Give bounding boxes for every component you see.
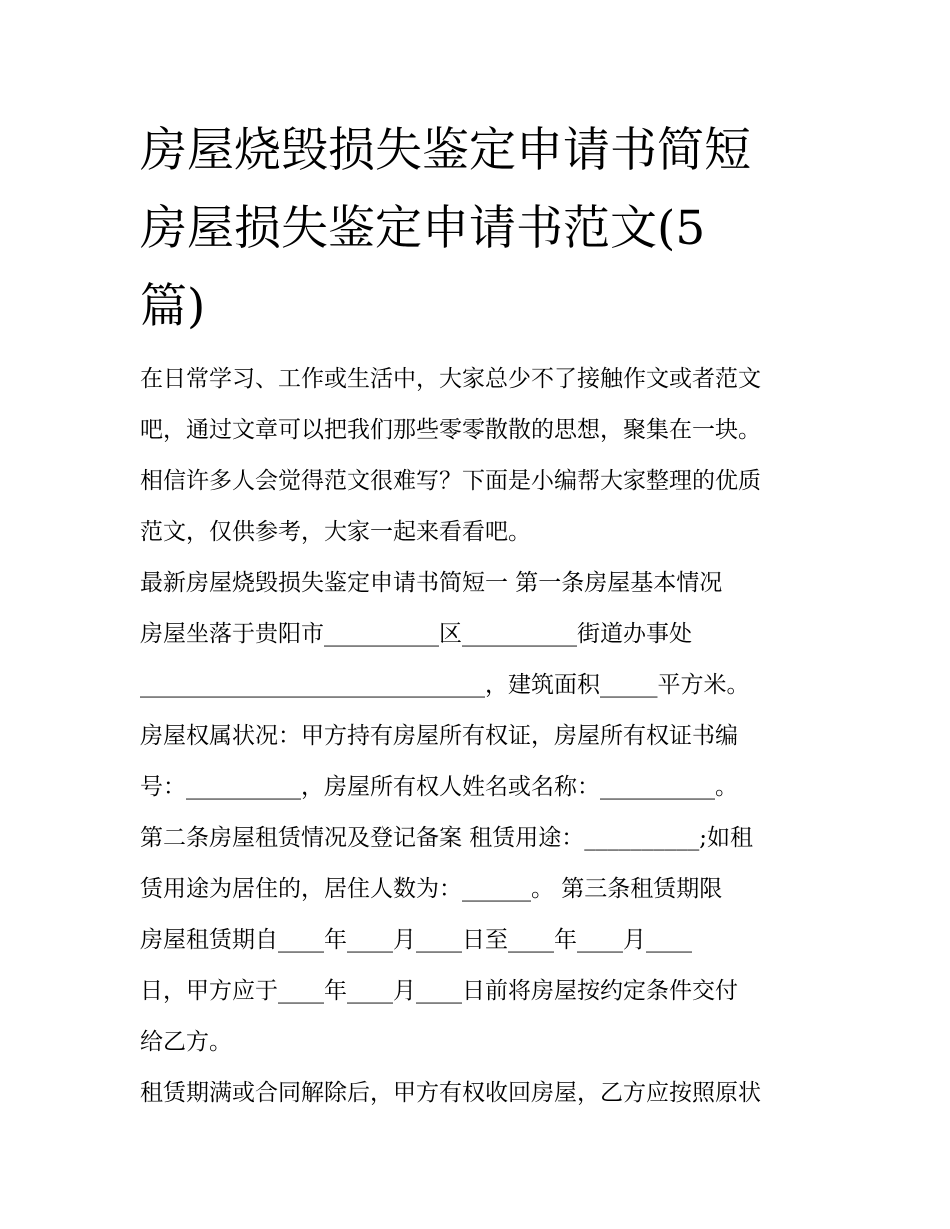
body-line: 范文，仅供参考，大家一起来看看吧。: [140, 519, 531, 545]
body-line: 第二条房屋租赁情况及登记备案 租赁用途：__________;如租: [140, 825, 754, 851]
body-line: 相信许多人会觉得范文很难写？下面是小编帮大家整理的优质: [140, 468, 761, 494]
body-line: 房屋租赁期自____年____月____日至____年____月____: [140, 927, 692, 953]
body-line: 赁用途为居住的，居住人数为：______。 第三条租赁期限: [140, 876, 723, 902]
body-line: 吧，通过文章可以把我们那些零零散散的思想，聚集在一块。: [140, 417, 761, 443]
body-line: ______________________________，建筑面积_____平方米。: [140, 672, 750, 698]
body-line: 房屋权属状况：甲方持有房屋所有权证，房屋所有权证书编: [140, 723, 738, 749]
body-line: 日，甲方应于____年____月____日前将房屋按约定条件交付: [140, 978, 738, 1004]
title-line: 篇): [140, 279, 206, 334]
title-line: 房屋损失鉴定申请书范文(5: [140, 201, 706, 256]
body-line: 给乙方。: [140, 1029, 232, 1055]
body-line: 租赁期满或合同解除后，甲方有权收回房屋，乙方应按照原状: [140, 1080, 761, 1106]
body-line: 最新房屋烧毁损失鉴定申请书简短一 第一条房屋基本情况: [140, 570, 723, 596]
title-line: 房屋烧毁损失鉴定申请书简短: [140, 123, 751, 178]
body-line: 号：__________，房屋所有权人姓名或名称：__________。: [140, 774, 738, 800]
document-title: [140, 112, 820, 346]
body-line: 在日常学习、工作或生活中，大家总少不了接触作文或者范文: [140, 366, 761, 392]
body-line: 房屋坐落于贵阳市__________区__________街道办事处: [140, 621, 692, 647]
document-body: [140, 354, 830, 1119]
